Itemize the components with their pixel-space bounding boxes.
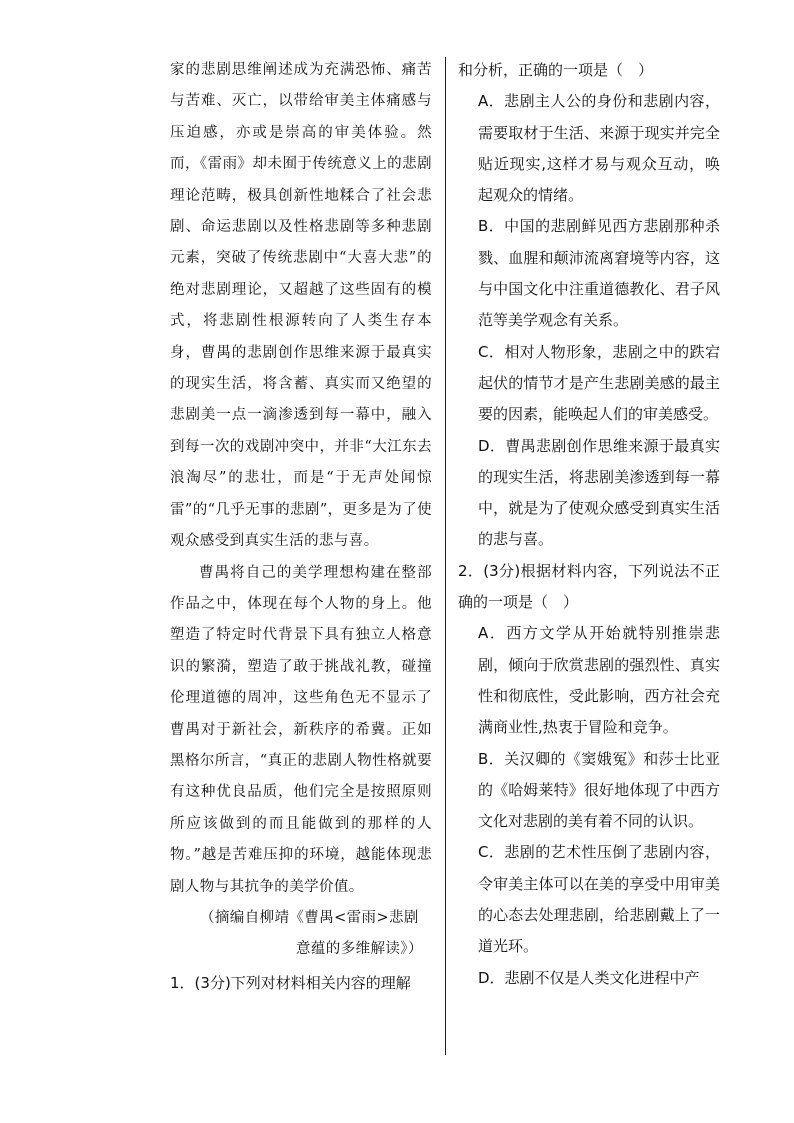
passage-paragraph: 家的悲剧思维阐述成为充满恐怖、痛苦与苦难、灭亡，以带给审美主体痛感与压迫感，亦或是崇高的审美体验。然而，《雷雨》却未囿于传统意义上的悲剧理论范畴，极具创新性地糅合了社会悲剧、命运悲剧以及性格悲剧等多种悲剧元素，突破了传统悲剧中“大喜大悲”的绝对悲剧理论，又超越了这些固有的模式，将悲剧性根源转向了人类生存本身，曹禺的悲剧创作思维来源于最真实的现实生活，将含蓄、真实而又绝望的悲剧美一点一滴渗透到每一幕中，融入到每一次的戏剧冲突中，并非“大江东去浪淘尽”的悲壮，而是“于无声处闻惊雷”的“几乎无事的悲剧”，更多是为了使观众感受到真实生活的悲与喜。: [170, 62, 432, 550]
passage-paragraph: 曹禺将自己的美学理想构建在整部作品之中，体现在每个人物的身上。他塑造了特定时代背景下具有独立人格意识的繁漪，塑造了敢于挑战礼教，碰撞伦理道德的周冲，这些角色无不显示了曹禺对于新社会，新秩序的希冀。正如黑格尔所言，“真正的悲剧人物性格就要有这种优良品质，他们完全是按照原则所应该做到的而且能做到的那样的人物。”越是苦难压抑的环境，越能体现悲剧人物与其抗争的美学价值。: [170, 564, 432, 895]
q2-option-c: C．悲剧的艺术性压倒了悲剧内容，令审美主体可以在美的享受中用审美的心态去处理悲剧，给悲剧戴上了一道光环。: [478, 843, 720, 956]
question-1-stem: 1．(3分)下列对材料相关内容的理解: [170, 973, 411, 992]
question-1-stem-continued: 和分析，正确的一项是（ ）: [458, 61, 654, 79]
left-column: [170, 55, 432, 999]
q1-option-c: C．相对人物形象，悲剧之中的跌宕起伏的情节才是产生悲剧美感的最主要的因素，能唤起人们的审美感受。: [478, 342, 720, 424]
citation: [170, 903, 432, 966]
q1-option-d: D．曹禺悲剧创作思维来源于最真实的现实生活，将悲剧美渗透到每一幕中，就是为了使观众感受到真实生活的悲与喜。: [478, 436, 720, 549]
q1-option-b: B．中国的悲剧鲜见西方悲剧那种杀戮、血腥和颠沛流离窘境等内容，这与中国文化中注重道德教化、君子风范等美学观念有关系。: [478, 217, 720, 330]
citation-line: （摘编自柳靖《曹禺<雷雨>悲剧: [200, 909, 419, 926]
q2-option-d: D．悲剧不仅是人类文化进程中产: [478, 968, 700, 987]
column-divider: [445, 57, 446, 1055]
citation-line: 意蕴的多维解读》）: [296, 941, 423, 958]
q2-option-a: A．西方文学从开始就特别推崇悲剧，倾向于欣赏悲剧的强烈性、真实性和彻底性，受此影响，西方社会充满商业性,热衷于冒险和竞争。: [478, 624, 720, 737]
question-2-stem: 2．(3分)根据材料内容，下列说法不正确的一项是（ ）: [458, 561, 720, 612]
q1-option-a: A．悲剧主人公的身份和悲剧内容，需要取材于生活、来源于现实并完全贴近现实,这样才易与观众互动，唤起观众的情绪。: [478, 92, 720, 205]
right-column: [458, 55, 720, 994]
q2-option-b: B．关汉卿的《窦娥冤》和莎士比亚的《哈姆莱特》很好地体现了中西方文化对悲剧的美有着不同的认识。: [478, 749, 720, 831]
